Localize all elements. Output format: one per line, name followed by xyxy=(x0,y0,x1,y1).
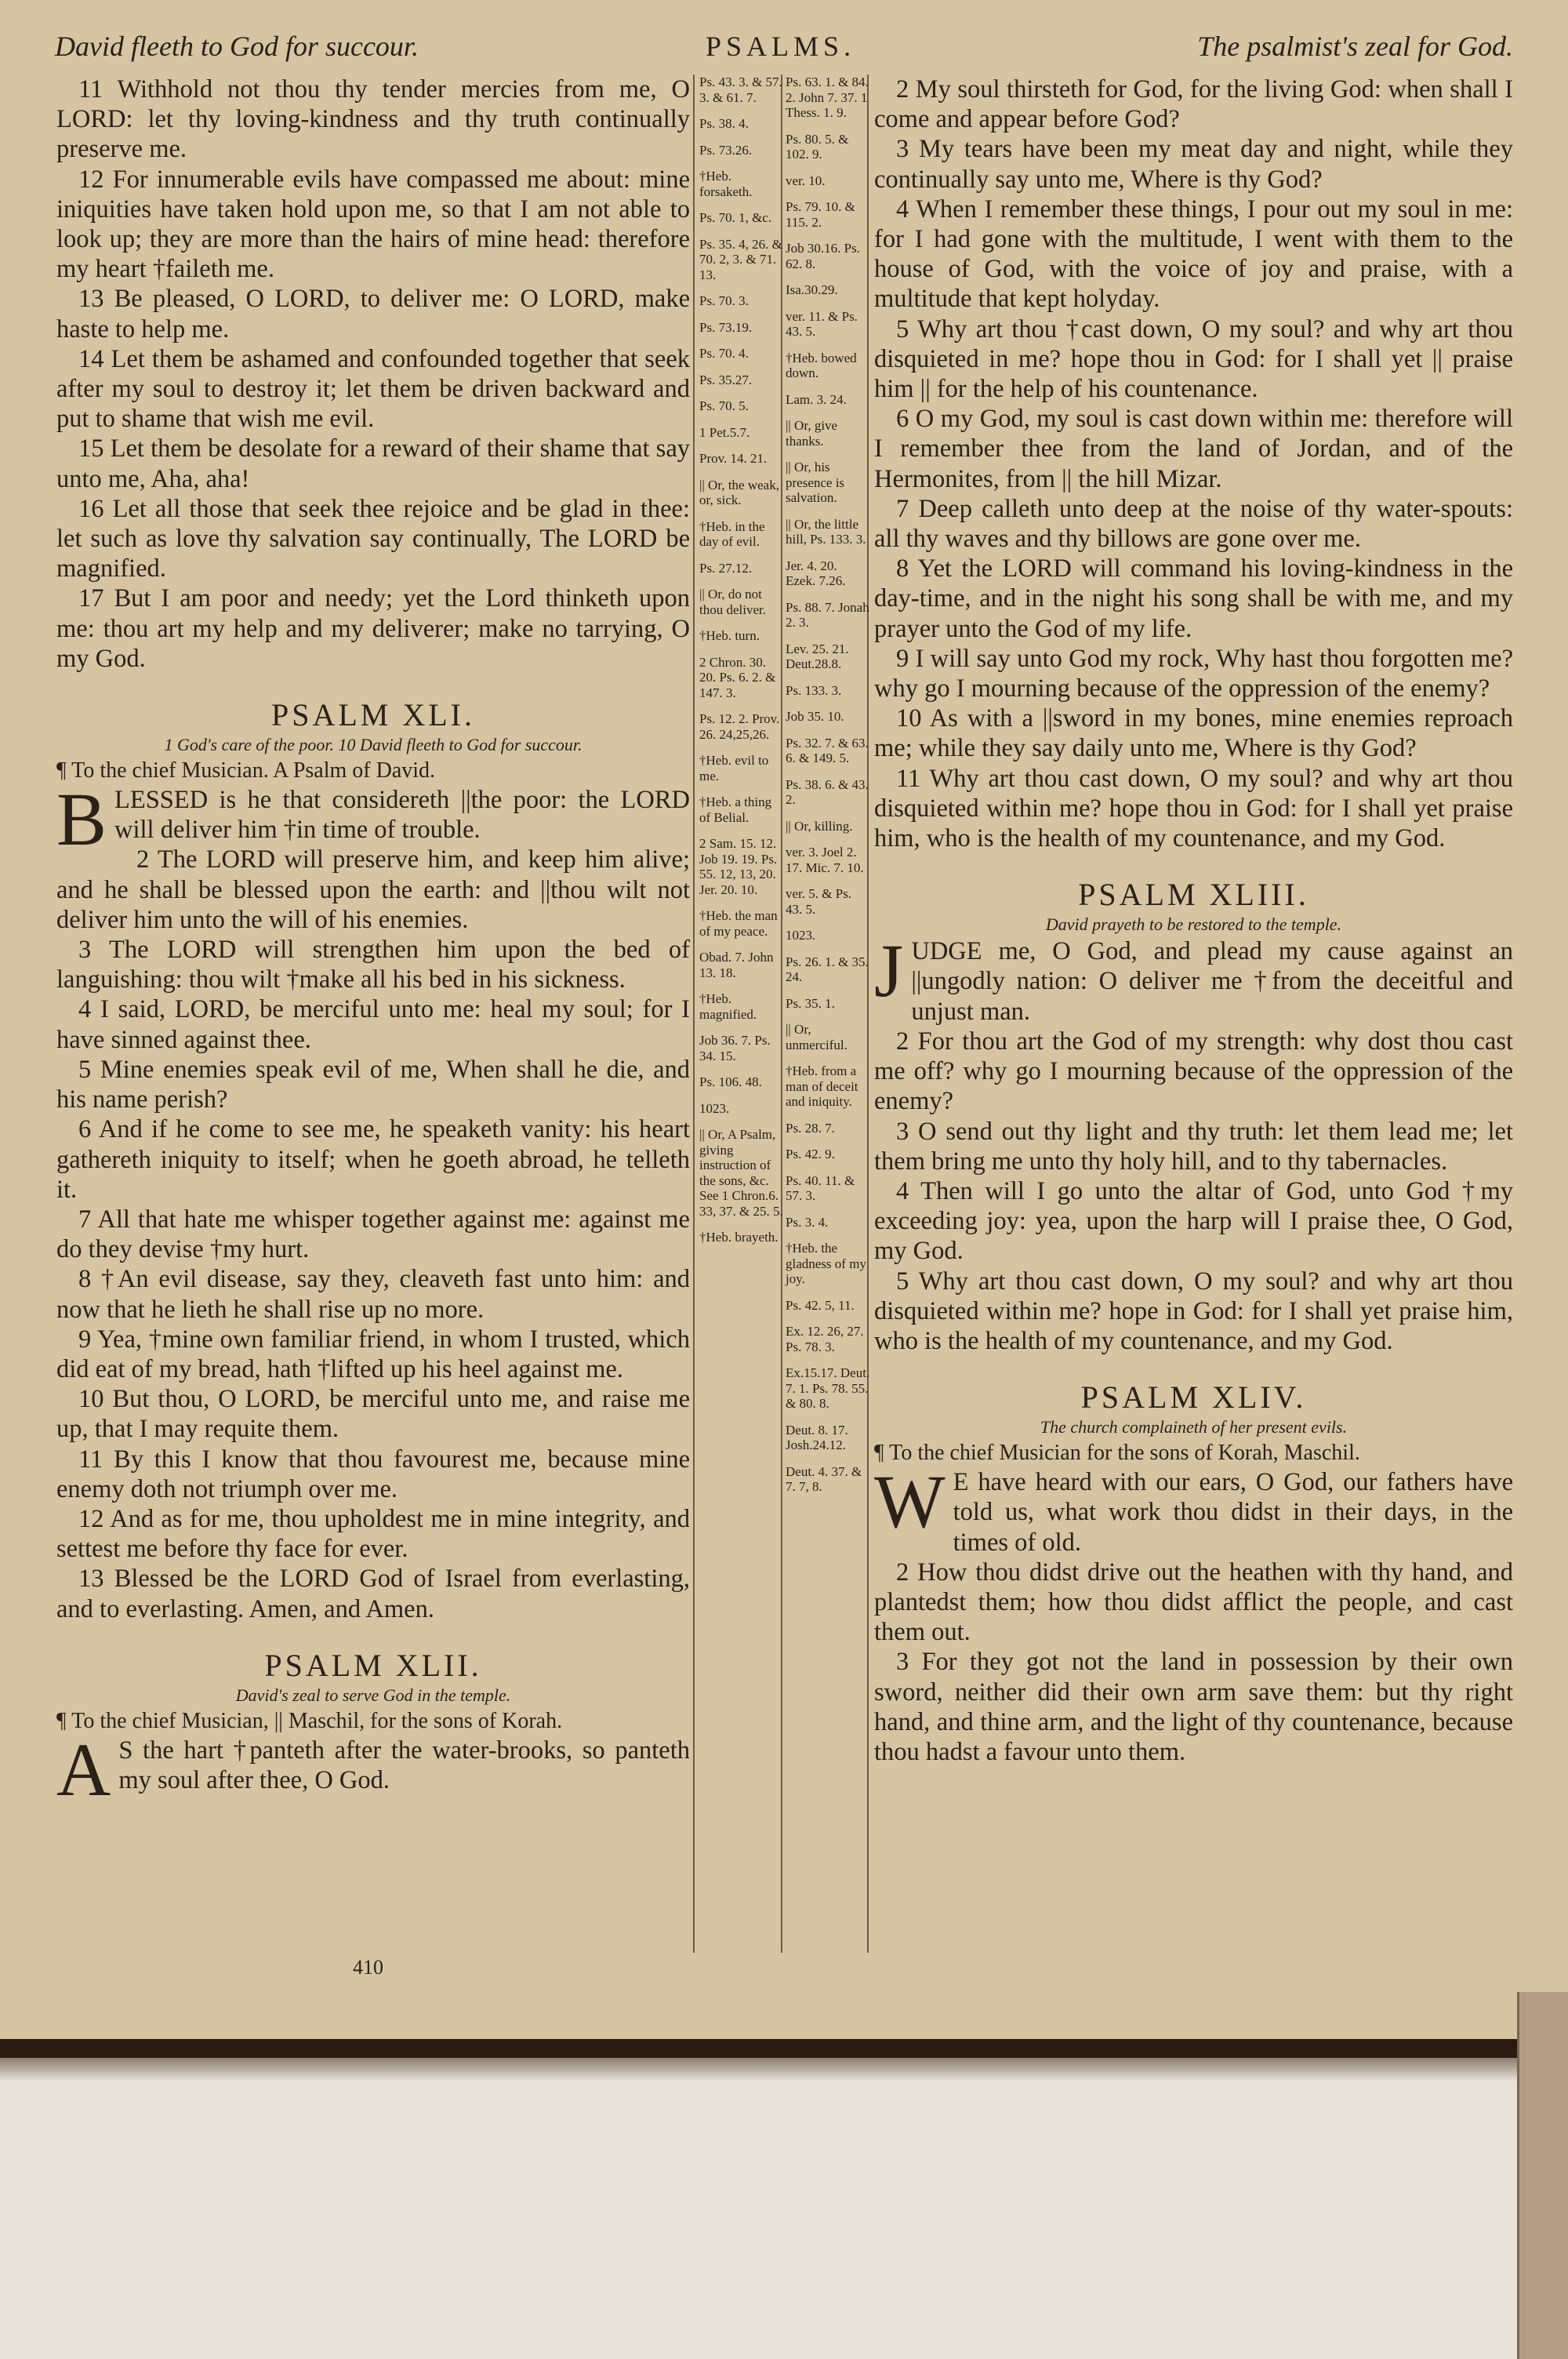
header-left: David fleeth to God for succour. xyxy=(55,31,419,62)
margin-reference: †Heb. a thing of Belial. xyxy=(699,794,772,825)
margin-reference: ver. 3. Joel 2. 17. Mic. 7. 10. xyxy=(786,845,864,875)
margin-reference: †Heb. in the day of evil. xyxy=(699,518,765,549)
margin-reference: || Or, the weak, or, sick. xyxy=(699,477,779,507)
margin-reference: || Or, give thanks. xyxy=(786,418,838,449)
margin-reference: Jer. 4. 20. Ezek. 7.26. xyxy=(786,558,846,588)
margin-reference: Ps. 40. 11. & 57. 3. xyxy=(786,1172,855,1203)
verse: 15 Let them be desolate for a reward of their shame that say unto me, Aha, aha! xyxy=(56,434,690,493)
psalm-argument: The church complaineth of her present evils. xyxy=(1040,1417,1348,1438)
margin-reference: Ps. 32. 7. & 63. 6. & 149. 5. xyxy=(786,735,869,765)
margin-reference: Ps. 42. 5, 11. xyxy=(786,1297,855,1313)
margin-reference: Ps. 106. 48. xyxy=(699,1074,762,1089)
margin-reference: Ps. 35.27. xyxy=(699,372,753,387)
margin-reference: †Heb. brayeth. xyxy=(699,1230,779,1245)
margin-reference: Lam. 3. 24. xyxy=(786,391,847,407)
header-center: PSALMS. xyxy=(706,31,856,62)
margin-reference: || Or, the little hill, Ps. 133. 3. xyxy=(786,516,866,547)
verse: 5 Why art thou cast down, O my soul? and why art thou disquieted within me? hope in God: for I shall yet praise him, who is the health of my countenance, and my God. xyxy=(874,1267,1513,1355)
margin-reference: 2 Sam. 15. 12. Job 19. 19. Ps. 55. 12, 13, 20. Jer. 20. 10. xyxy=(699,836,778,897)
margin-reference: 1023. xyxy=(699,1100,730,1116)
margin-reference: Obad. 7. John 13. 18. xyxy=(699,950,774,980)
margin-reference: Ps. 26. 1. & 35. 24. xyxy=(786,954,869,984)
margin-reference: Ps. 88. 7. Jonah 2. 3. xyxy=(786,599,869,630)
page-number: 410 xyxy=(353,1956,383,1979)
margin-reference: Job 35. 10. xyxy=(786,709,844,724)
margin-reference: ver. 5. & Ps. 43. 5. xyxy=(786,886,852,917)
verse: 17 But I am poor and needy; yet the Lord thinketh upon me: thou art my help and my deliverer; make no tarrying, O my God. xyxy=(56,584,690,673)
left-margin-references xyxy=(699,75,784,1256)
verse: 10 As with a ||sword in my bones, mine enemies reproach me; while they say daily unto me, Where is thy God? xyxy=(874,704,1513,763)
margin-reference: || Or, his presence is salvation. xyxy=(786,460,845,505)
psalm-argument: 1 God's care of the poor. 10 David fleeth to God for succour. xyxy=(164,735,583,755)
right-text-column xyxy=(874,75,1513,1767)
psalm-heading: PSALM XLII. xyxy=(264,1647,482,1683)
verse: 8 Yet the LORD will command his loving-kindness in the day-time, and in the night his song shall be with me, and my prayer unto the God of my life. xyxy=(874,554,1513,643)
margin-reference: Ps. 42. 9. xyxy=(786,1147,835,1161)
psalm-heading: PSALM XLIII. xyxy=(1078,877,1309,913)
margin-reference: Ps. 70. 3. xyxy=(699,293,749,308)
verse: 4 Then will I go unto the altar of God, unto God †my exceeding joy: yea, upon the harp will I praise thee, O God, my God. xyxy=(874,1176,1513,1266)
margin-reference: †Heb. magnified. xyxy=(699,991,757,1022)
verse: 12 And as for me, thou upholdest me in mine integrity, and settest me before thy face for ever. xyxy=(56,1504,690,1564)
margin-reference: Ps. 73.19. xyxy=(699,319,753,335)
verse: 5 Why art thou †cast down, O my soul? and why art thou disquieted in me? hope thou in God: for I shall yet || praise him || for the help of his countenance. xyxy=(874,314,1513,404)
verse: 2 The LORD will preserve him, and keep him alive; and he shall be blessed upon the earth: and ||thou wilt not deliver him unto the will of his enemies. xyxy=(56,845,690,934)
verse: S the hart †panteth after the water-brooks, so panteth my soul after thee, O God. xyxy=(118,1736,690,1794)
margin-reference: Ps. 12. 2. Prov. 26. 24,25,26. xyxy=(699,711,780,742)
verse: 4 I said, LORD, be merciful unto me: heal my soul; for I have sinned against thee. xyxy=(56,995,690,1054)
page-shadow xyxy=(0,2058,1568,2081)
margin-reference: Ps. 80. 5. & 102. 9. xyxy=(786,131,849,162)
verse: 7 Deep calleth unto deep at the noise of thy water-spouts: all thy waves and thy billows are gone over me. xyxy=(874,494,1513,554)
margin-reference: 2 Chron. 30. 20. Ps. 6. 2. & 147. 3. xyxy=(699,654,776,700)
drop-cap: W xyxy=(874,1459,946,1544)
margin-reference: Ps. 70. 4. xyxy=(699,346,749,361)
drop-cap: A xyxy=(56,1727,111,1812)
verse: 10 But thou, O LORD, be merciful unto me, and raise me up, that I may requite them. xyxy=(56,1385,690,1444)
verse: 14 Let them be ashamed and confounded together that seek after my soul to destroy it; let them be driven backward and put to shame that wish me evil. xyxy=(56,344,690,434)
left-text-column xyxy=(56,75,690,1812)
margin-reference: Ps. 27.12. xyxy=(699,560,753,576)
verse: 11 By this I know that thou favourest me, because mine enemy doth not triumph over me. xyxy=(56,1445,690,1503)
verse: 3 For they got not the land in possession by their own sword, neither did their own arm save them: but thy right hand, and thine arm, and the light of thy countenance, because thou hadst a favour unto them. xyxy=(874,1648,1513,1766)
margin-reference: 1 Pet.5.7. xyxy=(699,424,750,440)
verse: 5 Mine enemies speak evil of me, When shall he die, and his name perish? xyxy=(56,1055,690,1114)
verse: 6 And if he come to see me, he speaketh vanity: his heart gathereth iniquity to itself; when he goeth abroad, he telleth it. xyxy=(56,1115,690,1204)
verse: 11 Withhold not thou thy tender mercies from me, O LORD: let thy loving-kindness and thy truth continually preserve me. xyxy=(56,75,690,164)
psalm-heading: PSALM XLI. xyxy=(270,697,476,733)
margin-reference: †Heb. bowed down. xyxy=(786,350,857,380)
verse: 2 How thou didst drive out the heathen with thy hand, and plantedst them; how thou didst afflict the people, and cast them out. xyxy=(874,1558,1513,1647)
psalm-title: ¶ To the chief Musician, || Maschil, for the sons of Korah. xyxy=(56,1708,563,1733)
verse: 9 I will say unto God my rock, Why hast thou forgotten me? why go I mourning because of the oppression of the enemy? xyxy=(874,644,1513,703)
margin-reference: Ps. 79. 10. & 115. 2. xyxy=(786,199,855,230)
margin-reference: †Heb. turn. xyxy=(699,628,760,643)
header-right: The psalmist's zeal for God. xyxy=(1197,31,1513,62)
drop-cap: B xyxy=(56,777,107,862)
psalm-title: ¶ To the chief Musician for the sons of Korah, Maschil. xyxy=(874,1441,1360,1466)
margin-reference: Ps. 133. 3. xyxy=(786,682,842,698)
margin-reference: 1023. xyxy=(786,928,816,943)
margin-reference: || Or, do not thou deliver. xyxy=(699,587,766,617)
margin-reference: †Heb. the gladness of my joy. xyxy=(786,1241,866,1286)
margin-reference: Ex. 12. 26, 27. Ps. 78. 3. xyxy=(786,1324,864,1354)
verse: E have heard with our ears, O God, our fathers have told us, what work thou didst in their days, in the times of old. xyxy=(953,1468,1513,1557)
margin-reference: †Heb. from a man of deceit and iniquity. xyxy=(786,1063,858,1109)
margin-reference: Ps. 38. 6. & 43. 2. xyxy=(786,776,869,807)
column-rule xyxy=(693,75,695,1953)
margin-reference: Ps. 73.26. xyxy=(699,142,753,158)
margin-reference: †Heb. evil to me. xyxy=(699,753,769,783)
margin-reference: Job 36. 7. Ps. 34. 15. xyxy=(699,1033,771,1063)
verse: 11 Why art thou cast down, O my soul? and why art thou disquieted within me? hope thou in God: for I shall yet praise him, who is the health of my countenance, and my God. xyxy=(874,764,1513,853)
running-header xyxy=(55,30,1513,69)
margin-reference: †Heb. the man of my peace. xyxy=(699,908,778,939)
margin-reference: || Or, A Psalm, giving instruction of the sons, &c. See 1 Chron.6. 33, 37. & 25. 5. xyxy=(699,1127,783,1219)
verse: 2 My soul thirsteth for God, for the living God: when shall I come and appear before God? xyxy=(874,75,1513,134)
margin-reference: †Heb. forsaketh. xyxy=(699,169,753,199)
margin-reference: Ps. 3. 4. xyxy=(786,1214,829,1230)
verse: 3 O send out thy light and thy truth: let them lead me; let them bring me unto thy holy hill, and to thy tabernacles. xyxy=(874,1117,1513,1176)
verse: 16 Let all those that seek thee rejoice and be glad in thee: let such as love thy salvation say continually, The LORD be magnified. xyxy=(56,494,690,583)
margin-reference: Ps. 28. 7. xyxy=(786,1120,835,1136)
margin-reference: Ps. 35. 4, 26. & 70. 2, 3. & 71. 13. xyxy=(699,236,782,282)
margin-reference: Job 30.16. Ps. 62. 8. xyxy=(786,241,860,271)
verse: LESSED is he that considereth ||the poor: the LORD will deliver him †in time of trouble. xyxy=(114,786,690,845)
margin-reference: Lev. 25. 21. Deut.28.8. xyxy=(786,641,849,671)
margin-reference: Ps. 35. 1. xyxy=(786,995,835,1011)
margin-reference: Ps. 43. 3. & 57. 3. & 61. 7. xyxy=(699,75,782,105)
verse: UDGE me, O God, and plead my cause against an ||ungodly nation: O deliver me †from the deceitful and unjust man. xyxy=(911,937,1513,1026)
margin-reference: ver. 11. & Ps. 43. 5. xyxy=(786,308,858,339)
verse: 4 When I remember these things, I pour out my soul in me: for I had gone with the multitude, I went with them to the house of God, with the voice of joy and praise, with a multitude that kept holyday. xyxy=(874,194,1513,314)
margin-reference: || Or, unmerciful. xyxy=(786,1022,848,1052)
margin-reference: Deut. 8. 17. Josh.24.12. xyxy=(786,1422,848,1452)
verse: 2 For thou art the God of my strength: why dost thou cast me off? why go I mourning because of the oppression of the enemy? xyxy=(874,1027,1513,1116)
margin-reference: Ps. 70. 1, &c. xyxy=(699,210,772,225)
margin-reference: Isa.30.29. xyxy=(786,282,838,297)
verse: 13 Be pleased, O LORD, to deliver me: O LORD, make haste to help me. xyxy=(56,285,690,343)
margin-reference: Prov. 14. 21. xyxy=(699,451,768,466)
verse: 3 The LORD will strengthen him upon the bed of languishing: thou wilt †make all his bed in his sickness. xyxy=(56,936,690,994)
margin-reference: Ps. 63. 1. & 84. 2. John 7. 37. 1 Thess. 1. 9. xyxy=(786,75,869,120)
margin-reference: Ps. 70. 5. xyxy=(699,398,749,413)
psalm-title: ¶ To the chief Musician. A Psalm of David. xyxy=(56,758,436,783)
margin-reference: ver. 10. xyxy=(786,173,826,188)
psalm-argument: David's zeal to serve God in the temple. xyxy=(235,1685,511,1705)
margin-reference: Ex.15.17. Deut. 7. 1. Ps. 78. 55. & 80. 8. xyxy=(786,1365,870,1411)
verse: 3 My tears have been my meat day and night, while they continually say unto me, Where is thy God? xyxy=(874,135,1513,194)
verse: 12 For innumerable evils have compassed me about: mine iniquities have taken hold upon me, so that I am not able to look up; they are more than the hairs of mine head: therefore my heart †faileth me. xyxy=(56,165,690,284)
margin-reference: Ps. 38. 4. xyxy=(699,116,749,131)
book-cover-edge xyxy=(0,2039,1568,2058)
margin-reference: || Or, killing. xyxy=(786,818,853,834)
verse: 9 Yea, †mine own familiar friend, in whom I trusted, which did eat of my bread, hath †lifted up his heel against me. xyxy=(56,1325,690,1383)
verse: 13 Blessed be the LORD God of Israel from everlasting, and to everlasting. Amen, and Amen. xyxy=(56,1565,690,1623)
verse: 7 All that hate me whisper together against me: against me do they devise †my hurt. xyxy=(56,1205,690,1264)
margin-reference: Deut. 4. 37. & 7. 7, 8. xyxy=(786,1463,862,1494)
verse: 6 O my God, my soul is cast down within me: therefore will I remember thee from the land of Jordan, and of the Hermonites, from || the hill Mizar. xyxy=(874,405,1513,493)
bookmark-ribbon xyxy=(1517,1992,1568,2359)
right-margin-references xyxy=(786,75,870,1506)
psalm-argument: David prayeth to be restored to the temple. xyxy=(1045,914,1342,935)
psalm-heading: PSALM XLIV. xyxy=(1080,1379,1307,1416)
verse: 8 †An evil disease, say they, cleaveth fast unto him: and now that he lieth he shall rise up no more. xyxy=(56,1265,690,1324)
drop-cap: J xyxy=(874,929,904,1013)
